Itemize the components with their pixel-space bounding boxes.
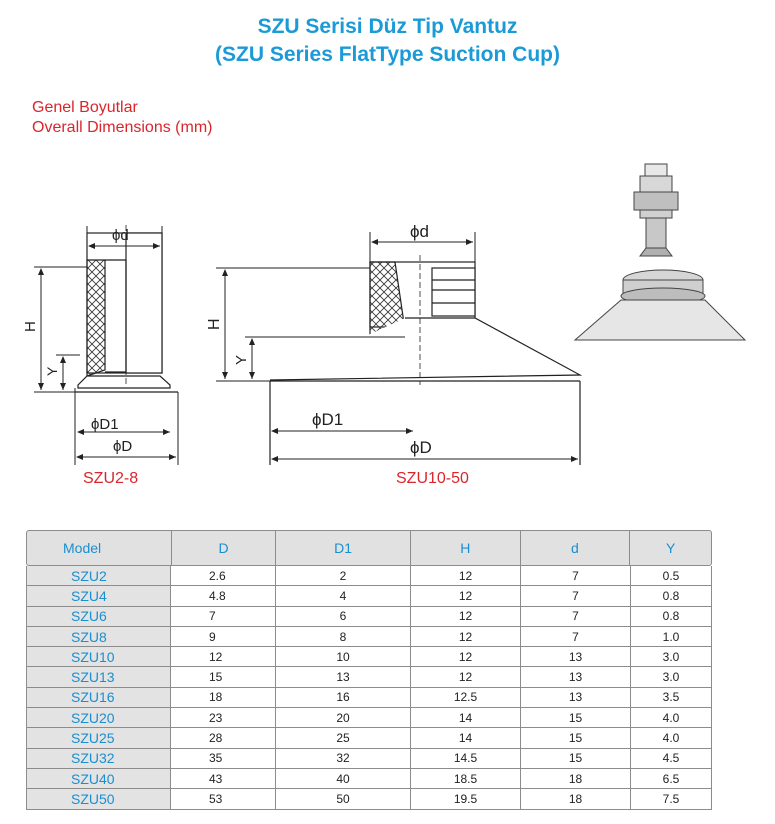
table-row	[26, 749, 712, 769]
value-cell: 4.0	[631, 728, 712, 748]
value-cell: 15	[521, 749, 631, 769]
section-title-english: Overall Dimensions (mm)	[32, 119, 213, 136]
value-cell: 12	[411, 667, 521, 687]
table-row	[26, 647, 712, 667]
header-H: H	[411, 531, 521, 565]
value-cell: 7	[521, 566, 631, 586]
value-cell: 43	[171, 769, 276, 789]
value-cell: 0.5	[631, 566, 712, 586]
value-cell: 28	[171, 728, 276, 748]
table-row	[26, 688, 712, 708]
header-Y: Y	[665, 540, 676, 556]
model-cell: SZU8	[26, 627, 171, 647]
small-d-label: ϕd	[112, 227, 129, 244]
value-cell: 53	[171, 789, 276, 809]
value-cell: 12	[171, 647, 276, 667]
value-cell: 4.5	[631, 749, 712, 769]
value-cell: 8	[276, 627, 411, 647]
table-row	[26, 769, 712, 789]
value-cell: 3.0	[631, 647, 712, 667]
model-cell: SZU40	[26, 769, 171, 789]
value-cell: 12	[411, 647, 521, 667]
value-cell: 7	[521, 627, 631, 647]
value-cell: 20	[276, 708, 411, 728]
large-h-label: H	[206, 318, 223, 330]
dimension-table	[26, 530, 712, 810]
value-cell: 0.8	[631, 607, 712, 627]
small-d1-label: ϕD1	[91, 416, 119, 433]
value-cell: 2.6	[171, 566, 276, 586]
value-cell: 18	[171, 688, 276, 708]
value-cell: 18.5	[411, 769, 521, 789]
value-cell: 35	[171, 749, 276, 769]
value-cell: 14	[411, 708, 521, 728]
model-cell: SZU4	[26, 586, 171, 606]
model-cell: SZU20	[26, 708, 171, 728]
value-cell: 9	[171, 627, 276, 647]
value-cell: 2	[276, 566, 411, 586]
value-cell: 6	[276, 607, 411, 627]
small-cup-drawing	[75, 225, 178, 392]
value-cell: 12	[411, 627, 521, 647]
value-cell: 4	[276, 586, 411, 606]
value-cell: 7	[521, 607, 631, 627]
large-d1-label: ϕD1	[312, 410, 344, 429]
dimension-drawing	[0, 140, 775, 470]
large-y-label: Y	[233, 354, 250, 365]
value-cell: 13	[521, 667, 631, 687]
title-english: (SZU Series FlatType Suction Cup)	[215, 43, 560, 66]
model-cell: SZU25	[26, 728, 171, 748]
table-row	[26, 566, 712, 586]
header-D: D	[172, 531, 277, 565]
header-D1: D1	[276, 531, 411, 565]
value-cell: 25	[276, 728, 411, 748]
small-model-label: SZU2-8	[83, 470, 139, 487]
small-h-label: H	[22, 321, 39, 332]
table-body	[26, 566, 712, 810]
table-header	[26, 530, 712, 566]
model-cell: SZU6	[26, 607, 171, 627]
value-cell: 15	[521, 728, 631, 748]
table-row	[26, 607, 712, 627]
model-cell: SZU50	[26, 789, 171, 809]
value-cell: 12.5	[411, 688, 521, 708]
value-cell: 18	[521, 769, 631, 789]
large-cup-drawing	[270, 255, 580, 465]
model-cell: SZU13	[26, 667, 171, 687]
table-row	[26, 728, 712, 748]
value-cell: 12	[411, 586, 521, 606]
table-row	[26, 789, 712, 809]
large-model-label: SZU10-50	[396, 470, 469, 487]
large-d-label: ϕd	[410, 222, 429, 241]
table-row	[26, 586, 712, 606]
small-D-label: ϕD	[113, 438, 133, 455]
value-cell: 50	[276, 789, 411, 809]
value-cell: 15	[171, 667, 276, 687]
value-cell: 3.0	[631, 667, 712, 687]
table-row	[26, 627, 712, 647]
value-cell: 16	[276, 688, 411, 708]
value-cell: 19.5	[411, 789, 521, 809]
value-cell: 23	[171, 708, 276, 728]
value-cell: 4.8	[171, 586, 276, 606]
value-cell: 40	[276, 769, 411, 789]
value-cell: 14	[411, 728, 521, 748]
section-title-turkish: Genel Boyutlar	[32, 99, 138, 116]
header-model: Model	[27, 531, 172, 565]
value-cell: 15	[521, 708, 631, 728]
value-cell: 12	[411, 566, 521, 586]
product-render	[575, 164, 745, 340]
header-d: d	[521, 531, 631, 565]
model-cell: SZU16	[26, 688, 171, 708]
value-cell: 1.0	[631, 627, 712, 647]
table-row	[26, 667, 712, 687]
table-row	[26, 708, 712, 728]
value-cell: 13	[521, 647, 631, 667]
model-cell: SZU2	[26, 566, 171, 586]
value-cell: 7.5	[631, 789, 712, 809]
value-cell: 10	[276, 647, 411, 667]
large-D-label: ϕD	[410, 438, 432, 457]
model-cell: SZU32	[26, 749, 171, 769]
value-cell: 14.5	[411, 749, 521, 769]
value-cell: 18	[521, 789, 631, 809]
title-turkish: SZU Serisi Düz Tip Vantuz	[257, 15, 518, 38]
value-cell: 13	[521, 688, 631, 708]
value-cell: 32	[276, 749, 411, 769]
small-y-label: Y	[44, 366, 60, 376]
value-cell: 7	[521, 586, 631, 606]
value-cell: 6.5	[631, 769, 712, 789]
model-cell: SZU10	[26, 647, 171, 667]
value-cell: 12	[411, 607, 521, 627]
value-cell: 13	[276, 667, 411, 687]
value-cell: 3.5	[631, 688, 712, 708]
value-cell: 4.0	[631, 708, 712, 728]
value-cell: 0.8	[631, 586, 712, 606]
value-cell: 7	[171, 607, 276, 627]
